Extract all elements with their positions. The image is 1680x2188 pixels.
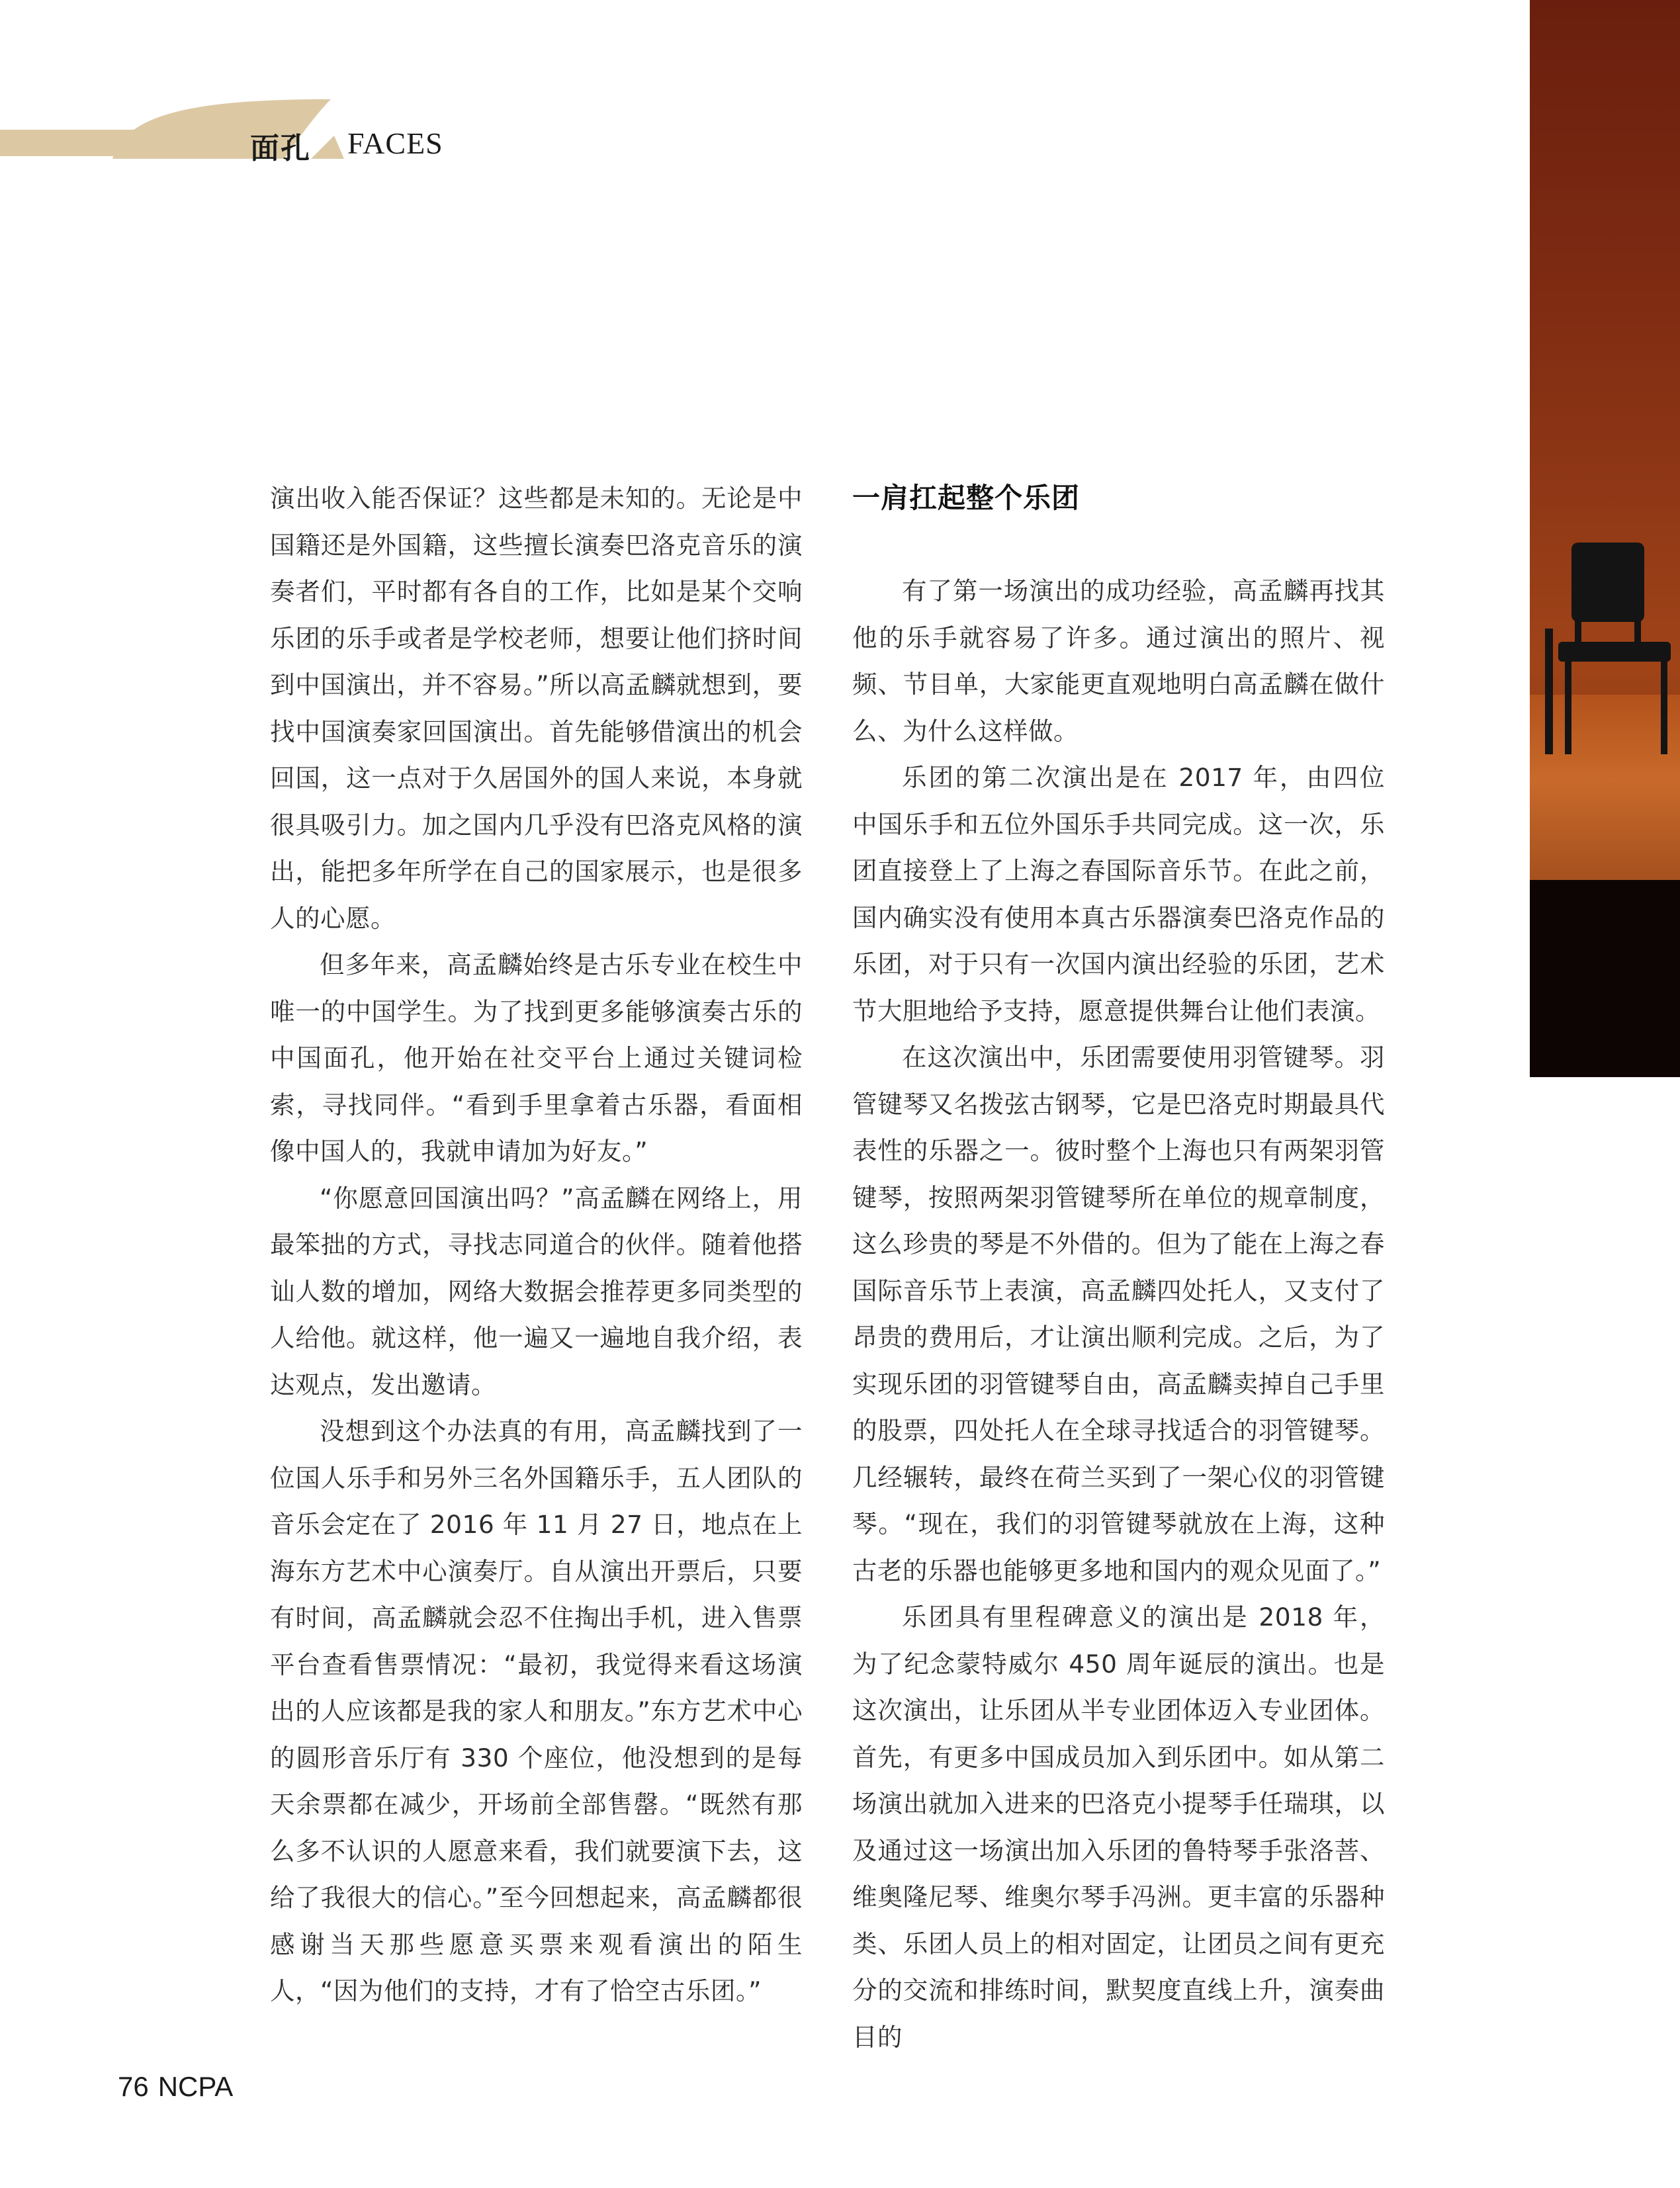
paragraph: 乐团的第二次演出是在 2017 年，由四位中国乐手和五位外国乐手共同完成。这一次，乐团直接登上了上海之春国际音乐节。在此之前，国内确实没有使用本真古乐器演奏巴洛克作品的乐团，对于只有一次国内演出经验的乐团，艺术节大胆地给予支持，愿意提供舞台让他们表演。 <box>852 763 1385 1026</box>
paragraph: 在这次演出中，乐团需要使用羽管键琴。羽管键琴又名拨弦古钢琴，它是巴洛克时期最具代表性的乐器之一。彼时整个上海也只有两架羽管键琴，按照两架羽管键琴所在单位的规章制度，这么珍贵的琴是不外借的。但为了能在上海之春国际音乐节上表演，高孟麟四处托人，又支付了昂贵的费用后，才让演出顺利完成。之后，为了实现乐团的羽管键琴自由，高孟麟卖掉自己手里的股票，四处托人在全球寻找适合的羽管键琴。几经辗转，最终在荷兰买到了一架心仪的羽管键琴。“现在，我们的羽管键琴就放在上海，这种古老的乐器也能够更多地和国内的观众见面了。” <box>852 1043 1385 1585</box>
concert-stage-photo <box>1530 0 1680 1077</box>
paragraph: “你愿意回国演出吗？”高孟麟在网络上，用最笨拙的方式，寻找志同道合的伙伴。随着他搭讪人数的增加，网络大数据会推荐更多同类型的人给他。就这样，他一遍又一遍地自我介绍，表达观点，发出邀请。 <box>270 1183 803 1399</box>
paragraph: 没想到这个办法真的有用，高孟麟找到了一位国人乐手和另外三名外国籍乐手，五人团队的音乐会定在了 2016 年 11 月 27 日，地点在上海东方艺术中心演奏厅。自从演出开票后，只要有时间，高孟麟就会忍不住掏出手机，进入售票平台查看售票情况：“最初，我觉得来看这场演出的人应该都是我的家人和朋友。”东方艺术中心的圆形音乐厅有 330 个座位，他没想到的是每天余票都在减少，开场前全部售罄。“既然有那么多不认识的人愿意来看，我们就要演下去，这给了我很大的信心。”至今回想起来，高孟麟都很感谢当天那些愿意买票来观看演出的陌生人，“因为他们的支持，才有了恰空古乐团。” <box>270 1417 803 2005</box>
paragraph: 演出收入能否保证？这些都是未知的。无论是中国籍还是外国籍，这些擅长演奏巴洛克音乐的演奏者们，平时都有各自的工作，比如是某个交响乐团的乐手或者是学校老师，想要让他们挤时间到中国演出，并不容易。”所以高孟麟就想到，要找中国演奏家回国演出。首先能够借演出的机会回国，这一点对于久居国外的国人来说，本身就很具吸引力。加之国内几乎没有巴洛克风格的演出，能把多年所学在自己的国家展示，也是很多人的心愿。 <box>270 484 803 933</box>
magazine-name: NCPA <box>157 2071 234 2102</box>
paragraph: 但多年来，高孟麟始终是古乐专业在校生中唯一的中国学生。为了找到更多能够演奏古乐的中国面孔，他开始在社交平台上通过关键词检索，寻找同伴。“看到手里拿着古乐器，看面相像中国人的，我就申请加为好友。” <box>270 950 803 1166</box>
section-label-chinese: 面孔 <box>250 132 311 165</box>
paragraph: 乐团具有里程碑意义的演出是 2018 年，为了纪念蒙特威尔 450 周年诞辰的演出。也是这次演出，让乐团从半专业团体迈入专业团体。首先，有更多中国成员加入到乐团中。如从第二场演出就加入进来的巴洛克小提琴手任瑞琪，以及通过这一场演出加入乐团的鲁特琴手张洛菩、维奥隆尼琴、维奥尔琴手冯洲。更丰富的乐器种类、乐团人员上的相对固定，让团员之间有更充分的交流和排练时间，默契度直线上升，演奏曲目的 <box>852 1602 1385 2052</box>
article-left-column <box>270 475 803 2015</box>
header-swoosh-graphic <box>0 99 371 159</box>
chair-icon <box>1545 543 1680 754</box>
section-heading: 一肩扛起整个乐团 <box>852 482 1081 514</box>
page-footer <box>118 2071 233 2103</box>
paragraph: 有了第一场演出的成功经验，高孟麟再找其他的乐手就容易了许多。通过演出的照片、视频、节目单，大家能更直观地明白高孟麟在做什么、为什么这样做。 <box>852 576 1385 746</box>
page-number: 76 <box>118 2071 149 2102</box>
section-label-english: FACES <box>347 126 443 160</box>
article-right-column <box>852 475 1385 2060</box>
audience-silhouette <box>1530 880 1680 1077</box>
